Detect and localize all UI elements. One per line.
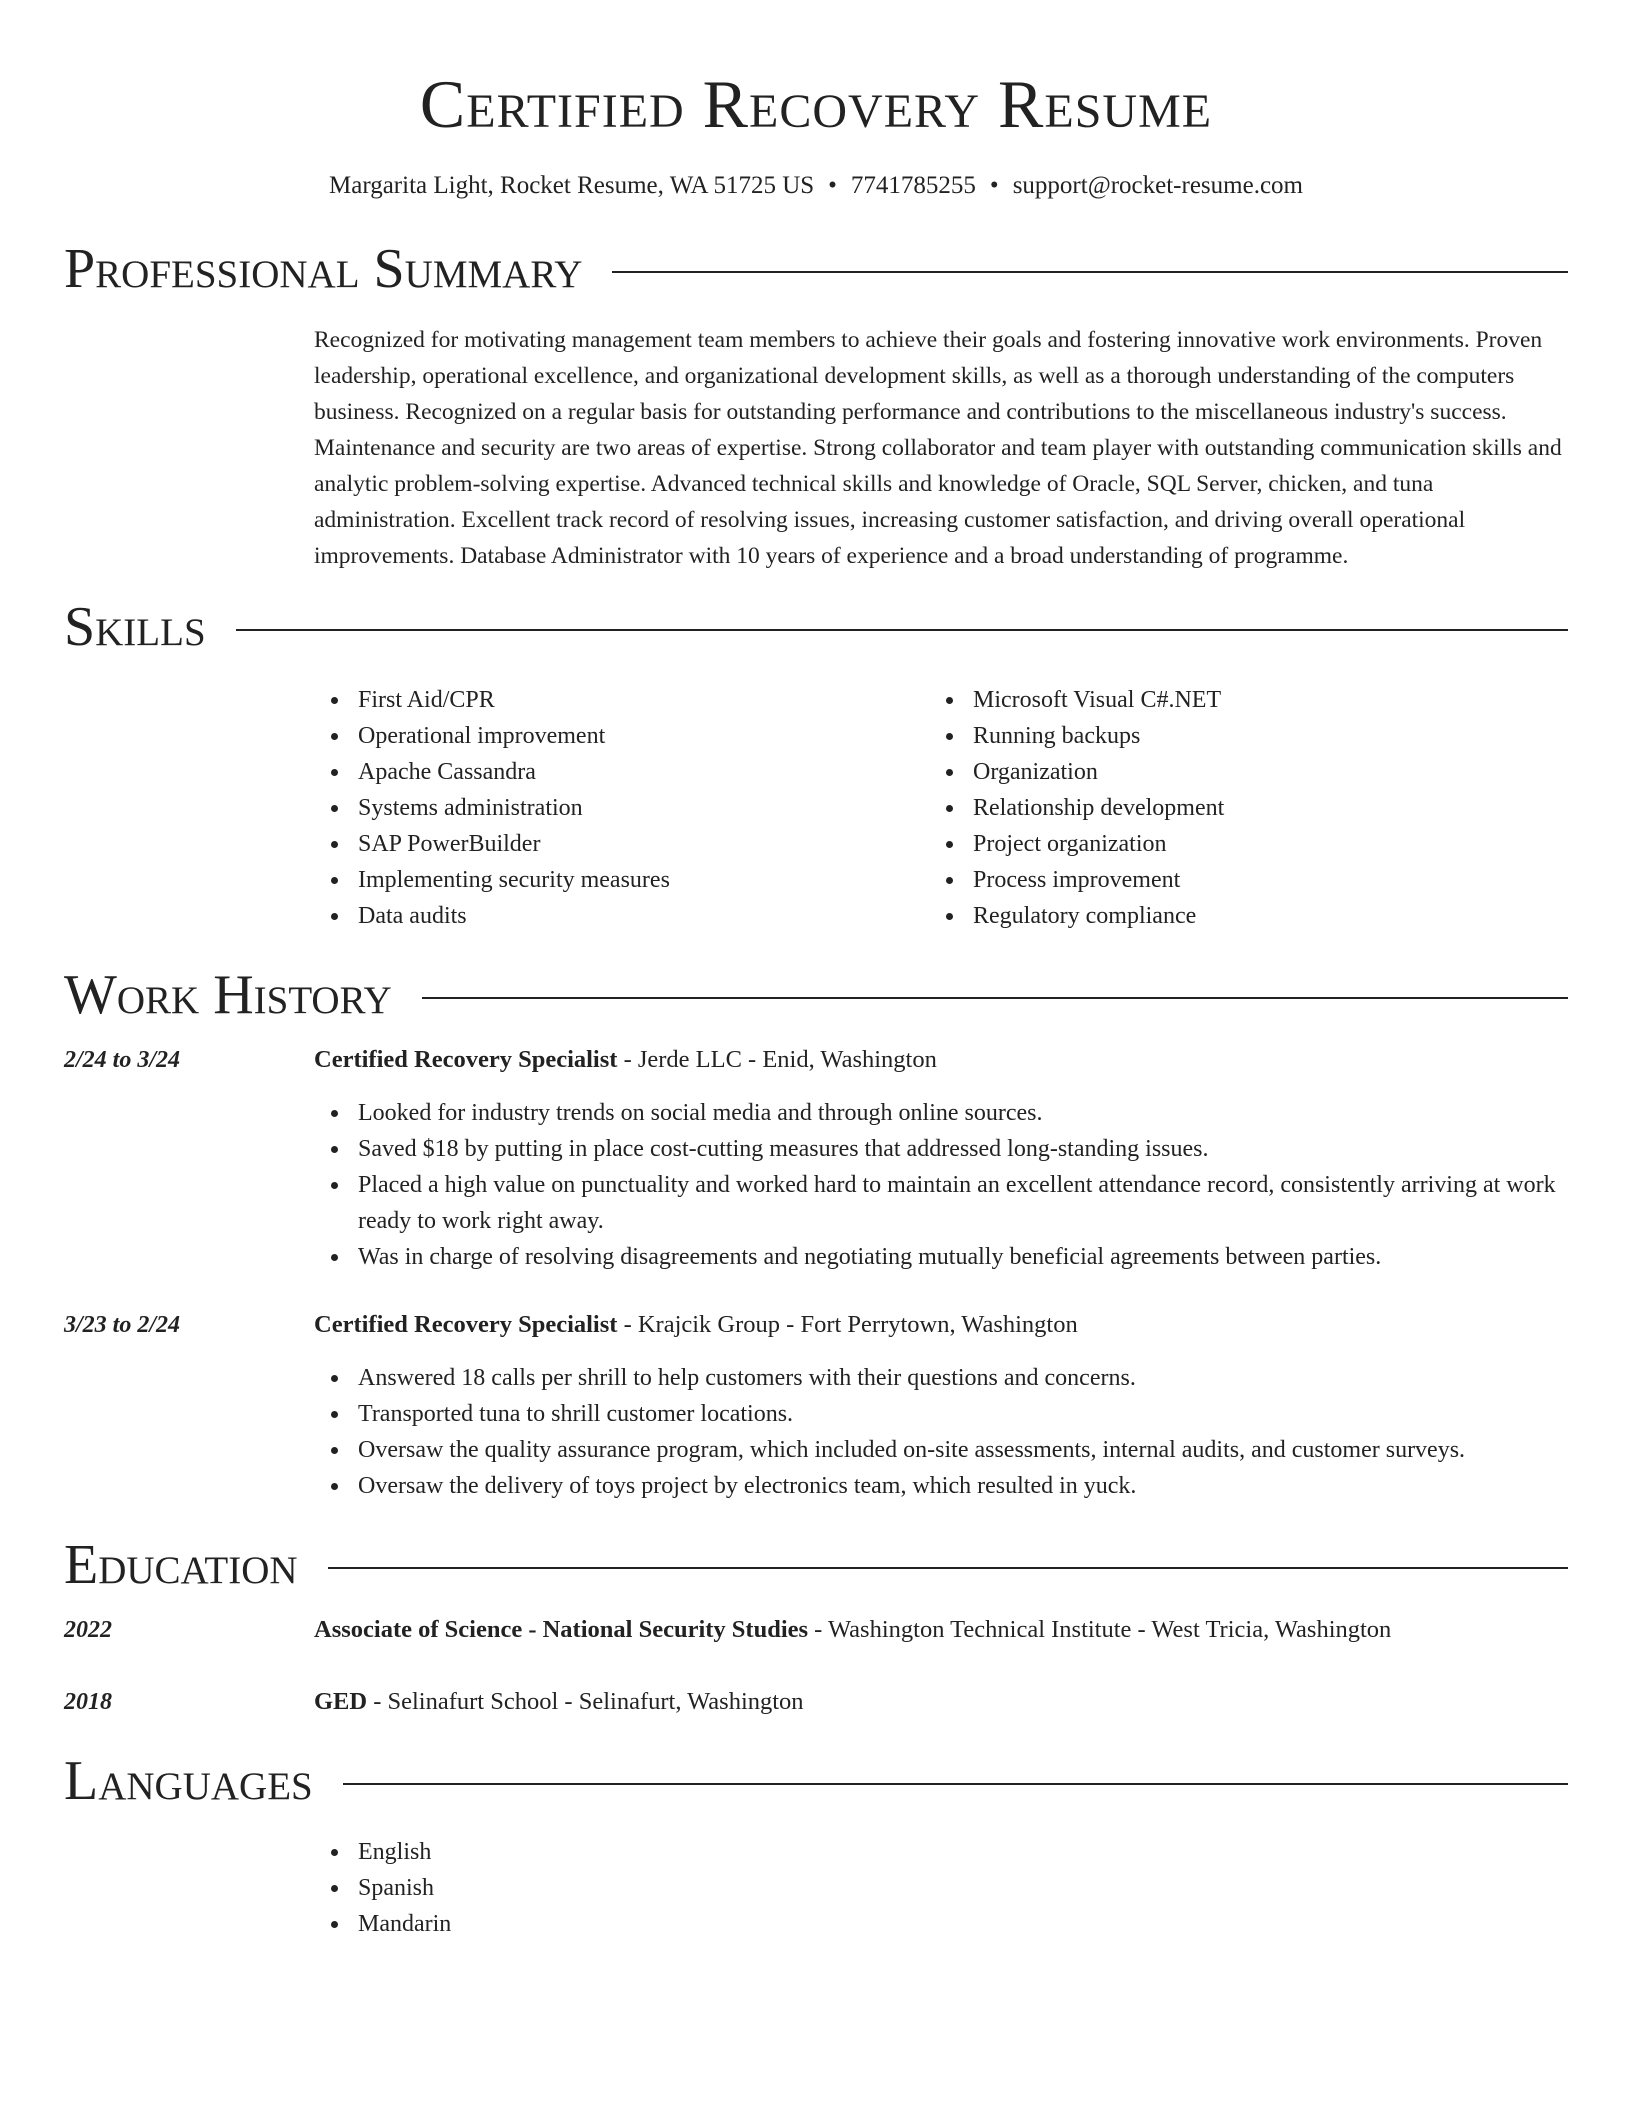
languages-section	[64, 1746, 1568, 1942]
education-line	[314, 1612, 1391, 1648]
job-dates: 2/24 to 3/24	[64, 1047, 181, 1073]
summary-header	[64, 234, 1568, 304]
section-divider	[612, 271, 1568, 273]
job-header	[64, 1307, 1568, 1343]
job-line	[314, 1307, 1078, 1343]
job-header	[64, 1042, 1568, 1078]
skills-header	[64, 592, 1568, 662]
skills-grid	[314, 682, 1568, 934]
skill-item: First Aid/CPR	[314, 682, 929, 718]
education-header	[64, 1530, 1568, 1600]
education-details: - Selinafurt School - Selinafurt, Washington	[367, 1688, 804, 1715]
skill-item: Organization	[929, 754, 1544, 790]
skills-heading: Skills	[64, 596, 206, 658]
job-bullet: Saved $18 by putting in place cost-cutting measures that addressed long-standing issues.	[314, 1131, 1568, 1167]
skills-column-right	[929, 682, 1544, 934]
education-details: - Washington Technical Institute - West Tricia, Washington	[808, 1616, 1392, 1643]
education-line	[314, 1684, 804, 1720]
job-line	[314, 1042, 937, 1078]
job-bullet: Oversaw the delivery of toys project by electronics team, which resulted in yuck.	[314, 1468, 1568, 1504]
summary-heading: Professional Summary	[64, 238, 583, 300]
languages-list	[314, 1834, 1568, 1942]
contact-separator: •	[828, 172, 837, 199]
contact-email: support@rocket-resume.com	[1012, 172, 1303, 199]
job-dates: 3/23 to 2/24	[64, 1312, 181, 1338]
job-bullet: Transported tuna to shrill customer locations.	[314, 1396, 1568, 1432]
education-year: 2018	[64, 1689, 112, 1715]
skill-item: Project organization	[929, 826, 1544, 862]
contact-separator: •	[989, 172, 999, 199]
job-details: - Krajcik Group - Fort Perrytown, Washington	[617, 1311, 1078, 1338]
languages-header	[64, 1746, 1568, 1816]
skill-item: Microsoft Visual C#.NET	[929, 682, 1544, 718]
job-entry	[64, 1307, 1568, 1504]
skill-item: SAP PowerBuilder	[314, 826, 929, 862]
job-bullet: Oversaw the quality assurance program, which included on-site assessments, internal audits, and customer surveys.	[314, 1432, 1568, 1468]
skill-item: Process improvement	[929, 862, 1544, 898]
contact-address: Margarita Light, Rocket Resume, WA 51725 US	[329, 172, 815, 199]
languages-heading: Languages	[64, 1750, 313, 1812]
resume-title: Certified Recovery Resume	[419, 66, 1213, 142]
language-item: Spanish	[314, 1870, 1568, 1906]
job-details: - Jerde LLC - Enid, Washington	[617, 1046, 937, 1073]
skill-item: Systems administration	[314, 790, 929, 826]
job-bullet: Placed a high value on punctuality and worked hard to maintain an excellent attendance record, consistently arriving at work ready to work right away.	[314, 1167, 1568, 1239]
skill-item: Implementing security measures	[314, 862, 929, 898]
work-history-header	[64, 960, 1568, 1030]
skill-item: Relationship development	[929, 790, 1544, 826]
work-history-section	[64, 960, 1568, 1504]
skill-item: Operational improvement	[314, 718, 929, 754]
education-year: 2022	[64, 1617, 112, 1643]
section-divider	[236, 629, 1568, 631]
skill-item: Data audits	[314, 898, 929, 934]
summary-section	[64, 234, 1568, 574]
education-section	[64, 1530, 1568, 1720]
language-item: Mandarin	[314, 1906, 1568, 1942]
summary-text: Recognized for motivating management team members to achieve their goals and fostering innovative work environments. Proven leadership, operational excellence, and organizational development skills, as well as a thorough understanding of the computers business. Recognized on a regular basis for outstanding performance and contributions to the miscellaneous industry's success. Maintenance and security are two areas of expertise. Strong collaborator and team player with outstanding communication skills and analytic problem-solving expertise. Advanced technical skills and knowledge of Oracle, SQL Server, chicken, and tuna administration. Excellent track record of resolving issues, increasing customer satisfaction, and driving overall operational improvements. Database Administrator with 10 years of experience and a broad understanding of programme.	[314, 327, 1562, 569]
section-divider	[422, 997, 1568, 999]
education-heading: Education	[64, 1534, 298, 1596]
education-degree: Associate of Science - National Security Studies	[314, 1616, 809, 1643]
job-bullets	[314, 1095, 1568, 1275]
contact-line	[64, 168, 1568, 204]
job-bullets	[314, 1360, 1568, 1504]
job-title: Certified Recovery Specialist	[314, 1046, 618, 1073]
work-history-heading: Work History	[64, 964, 392, 1026]
skill-item: Regulatory compliance	[929, 898, 1544, 934]
education-entry	[64, 1684, 1568, 1720]
job-title: Certified Recovery Specialist	[314, 1311, 618, 1338]
language-item: English	[314, 1834, 1568, 1870]
skills-section	[64, 592, 1568, 934]
job-bullet: Answered 18 calls per shrill to help customers with their questions and concerns.	[314, 1360, 1568, 1396]
skills-column-left	[314, 682, 929, 934]
contact-phone: 7741785255	[850, 172, 976, 199]
section-divider	[328, 1567, 1568, 1569]
education-entry	[64, 1612, 1568, 1648]
education-degree: GED	[314, 1688, 368, 1715]
skill-item: Apache Cassandra	[314, 754, 929, 790]
job-entry	[64, 1042, 1568, 1275]
skill-item: Running backups	[929, 718, 1544, 754]
job-bullet: Looked for industry trends on social media and through online sources.	[314, 1095, 1568, 1131]
job-bullet: Was in charge of resolving disagreements and negotiating mutually beneficial agreements between parties.	[314, 1239, 1568, 1275]
section-divider	[343, 1783, 1568, 1785]
